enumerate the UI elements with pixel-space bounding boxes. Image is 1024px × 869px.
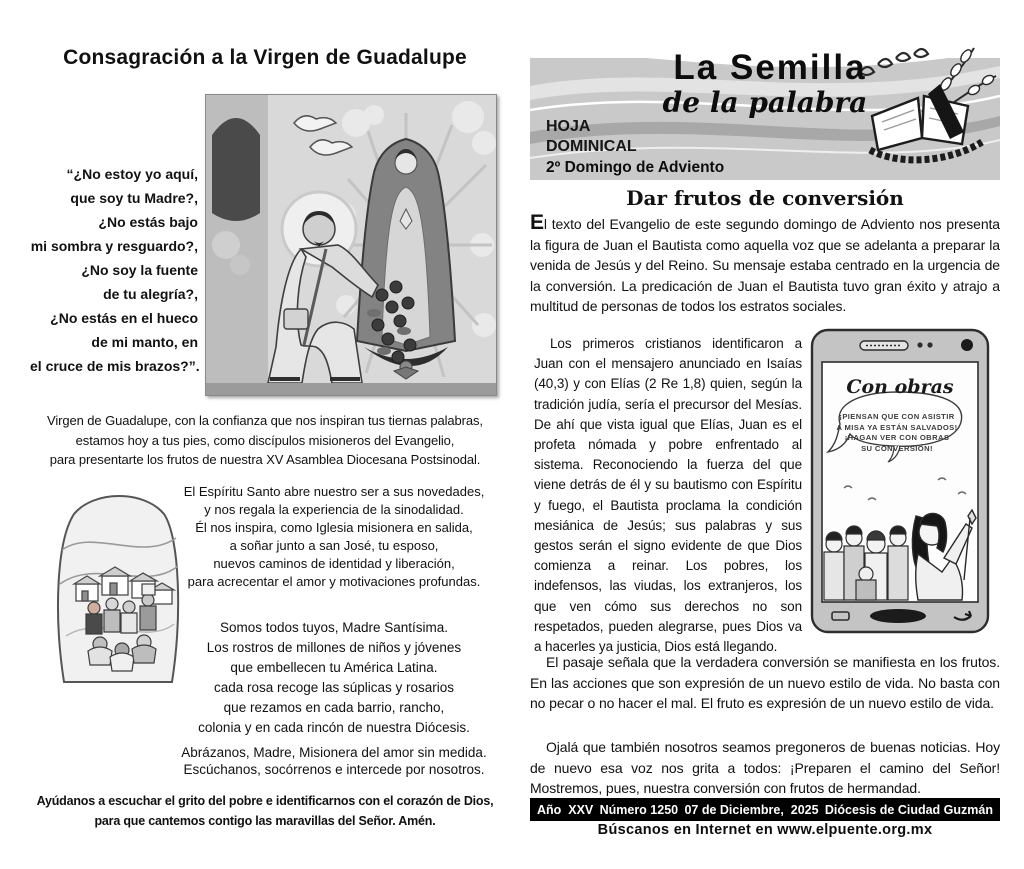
prayer-line: nuevos caminos de identidad y liberación, — [213, 556, 455, 571]
cartoon-panel — [810, 328, 990, 634]
prayer-line: para acrecentar el amor y motivaciones profundas. — [187, 574, 481, 589]
sensor-dot-icon — [917, 342, 922, 347]
paragraph-text: l texto del Evangelio de este segundo domingo de Adviento nos presenta la figura de Juan el Bautista como aquella voz que se adelanta a preparar la venida de Jesús y del Reino. Su mensaje estaba centrado en la urgencia de la conversión. La predicación de Juan el Bautista tuvo gran éxito y atrajo a multitud de personas de todos los estratos sociales. — [530, 216, 1000, 314]
prayer-line: El Espíritu Santo abre nuestro ser a sus novedades, — [183, 484, 485, 499]
guadalupe-illustration — [205, 94, 497, 396]
bubble-line: SU CONVERSIÓN! — [861, 443, 933, 453]
page-right — [530, 40, 1000, 845]
prayer-line: y nos regala la experiencia de la sinodalidad. — [204, 502, 464, 517]
sensor-dot-icon — [927, 342, 932, 347]
dropcap: E — [530, 211, 544, 234]
quote-line: ¿No estás bajo — [98, 214, 198, 230]
footer-date: 07 de Diciembre, 2025 — [684, 802, 819, 817]
quote-line: “¿No estoy yo aquí, — [66, 166, 198, 182]
prayer-block-spirit — [168, 483, 500, 591]
camera-icon — [961, 339, 973, 351]
edition-label: 2º Domingo de Adviento — [546, 159, 725, 176]
article-paragraph-4: Ojalá que también nosotros seamos pregoneros de buenas noticias. Hoy de nuevo esa voz nos grita a todos: ¡Preparen el camino del Señor! Mostremos, pues, nuestra conversión con frutos de hermandad. — [530, 739, 1000, 796]
prayer-line: Él nos inspira, como Iglesia misionera en salida, — [195, 520, 473, 535]
quote-line: de mi manto, en — [91, 334, 198, 350]
article-paragraph-2: Los primeros cristianos identificaron a Juan con el mensajero anunciado en Isaías (40,3) y con Elías (2 Re 1,8) quien, según la tradición judía, sería el precursor del Mesías. De ahí que vista igual que Elías, Juan es el profeta nómada y pobre enfrentado al sistema. Reconociendo la fuerza del que viene detrás de él y su bautismo con Espíritu y fuego, el Bautista proclama la condición mesiánica de Jesús; sus palabras y sus gestos serán el signo evidente de que Dios comienza a reinar. Los pobres, los indefensos, las viudas, los extranjeros, los que ven cómo sus derechos no son respetados, pueden alegrarse, pues Dios va a hacerles ya justicia, Dios está llegando. — [534, 336, 802, 655]
left-page-title: Consagración a la Virgen de Guadalupe — [63, 46, 467, 69]
guadalupe-artwork — [206, 95, 496, 395]
page-left — [30, 40, 500, 845]
prayer-line: a soñar junto a san José, tu esposo, — [229, 538, 439, 553]
article-paragraph-1 — [530, 211, 1000, 317]
doorway-shape — [212, 118, 260, 221]
prayer-block-madre — [168, 618, 500, 738]
prayer-block-abrazanos — [168, 744, 500, 778]
footer-bar — [530, 798, 1000, 821]
prayer-line: Escúchanos, socórrenos e intercede por nosotros. — [183, 762, 485, 777]
phone-frame-illustration — [810, 328, 990, 634]
prayer-line: Los rostros de millones de niños y jóvenes — [206, 640, 462, 655]
home-button-icon — [870, 609, 926, 623]
closing-line: Ayúdanos a escuchar el grito del pobre e identificarnos con el corazón de Dios, — [36, 794, 494, 808]
quote-line: de tu alegría?, — [103, 286, 198, 302]
bubble-line: ¡HAGAN VER CON OBRAS — [844, 433, 950, 442]
quote-line: mi sombra y resguardo?, — [30, 238, 198, 254]
quote-line: ¿No soy la fuente — [81, 262, 198, 278]
consecration-intro — [30, 411, 500, 470]
prayer-line: Somos todos tuyos, Madre Santísima. — [219, 620, 449, 635]
article-paragraph-3: El pasaje señala que la verdadera conversión se manifiesta en los frutos. En las acciones que son expresión de un nuevo estilo de vida. No basta con no pecar o no hacer el mal. El fruto es expresión de un nuevo estilo de vida. — [530, 654, 1000, 711]
footer-diocese: Diócesis de Ciudad Guzmán — [824, 802, 993, 817]
intro-line: estamos hoy a tus pies, como discípulos misioneros del Evangelio, — [75, 432, 455, 448]
prayer-line: colonia y en cada rincón de nuestra Diócesis. — [198, 720, 470, 735]
article-title: Dar frutos de conversión — [626, 186, 904, 210]
footer-web: Búscanos en Internet en www.elpuente.org.mx — [597, 822, 933, 838]
prayer-line: cada rosa recoge las súplicas y rosarios — [213, 680, 455, 695]
cartoon-title: Con obras — [846, 376, 954, 398]
quote-line: el cruce de mis brazos?”. — [30, 358, 200, 374]
speech-bubble-text — [832, 412, 962, 454]
quote-line: ¿No estás en el hueco — [50, 310, 198, 326]
bubble-line: A MISA YA ESTÁN SALVADOS! — [836, 422, 958, 432]
prayer-line: que embellecen tu América Latina. — [230, 660, 438, 675]
masthead — [530, 40, 1000, 180]
prayer-line: Abrázanos, Madre, Misionera del amor sin medida. — [181, 745, 487, 760]
closing-line: para que cantemos contigo las maravillas del Señor. Amén. — [94, 814, 436, 828]
dominical-label: DOMINICAL — [546, 138, 637, 155]
prayer-line: que rezamos en cada barrio, rancho, — [223, 700, 445, 715]
bubble-line: ¡PIENSAN QUE CON ASISTIR — [839, 412, 955, 421]
quote-line: que soy tu Madre?, — [70, 190, 198, 206]
hoja-label: HOJA — [546, 118, 591, 135]
footer-year: Año XXV — [537, 802, 594, 817]
intro-line: Virgen de Guadalupe, con la confianza que nos inspiran tus tiernas palabras, — [47, 413, 483, 428]
masthead-subtitle: de la palabra — [662, 86, 868, 119]
masthead-title: La Semilla — [673, 48, 867, 87]
intro-line: para presentarte los frutos de nuestra XV Asamblea Diocesana Postsinodal. — [49, 452, 481, 467]
footer-number: Número 1250 — [599, 802, 679, 817]
speaker-icon — [860, 341, 908, 350]
closing-prayer — [30, 791, 500, 831]
guadalupe-quote — [30, 162, 198, 378]
